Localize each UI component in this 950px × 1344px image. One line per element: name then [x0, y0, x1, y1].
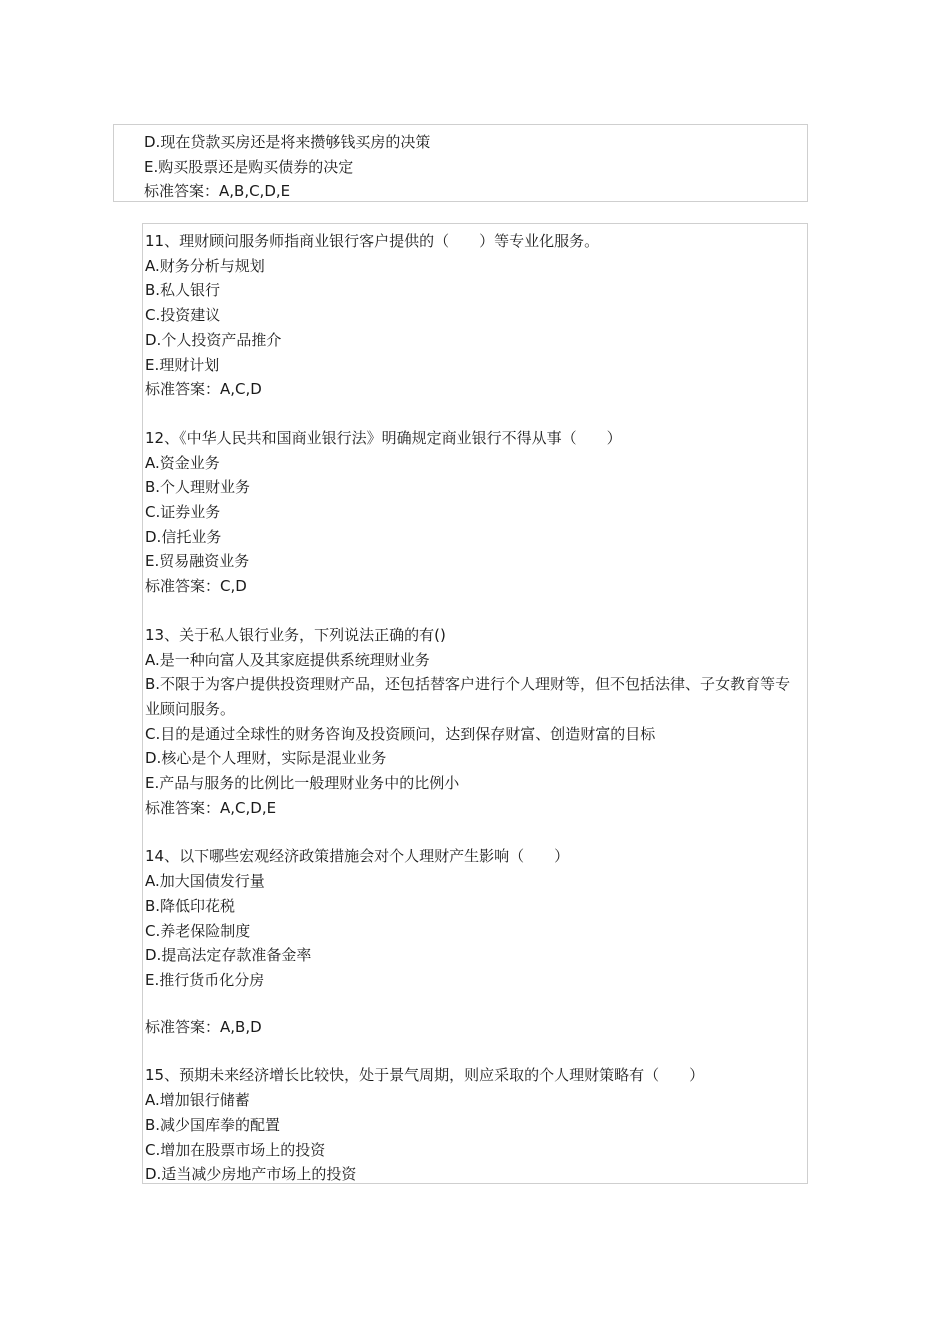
- option-d: D.核心是个人理财，实际是混业业务: [145, 749, 387, 768]
- standard-answer: 标准答案：A,C,D,E: [145, 798, 277, 817]
- option-c: C.养老保险制度: [145, 921, 251, 940]
- standard-answer: 标准答案：C,D: [145, 577, 247, 596]
- option-e: E.购买股票还是购买债券的决定: [144, 157, 354, 176]
- spacer: [145, 820, 803, 844]
- question-list: [142, 223, 808, 1184]
- option-b: B.个人理财业务: [145, 478, 251, 497]
- spacer: [145, 402, 803, 426]
- option-e: E.推行货币化分房: [145, 970, 265, 989]
- option-e: E.理财计划: [145, 355, 220, 374]
- question-stem: 12、《中华人民共和国商业银行法》明确规定商业银行不得从事（ ）: [145, 428, 622, 447]
- option-a: A.资金业务: [145, 453, 220, 472]
- option-c: C.增加在股票市场上的投资: [145, 1140, 326, 1159]
- option-c: C.投资建议: [145, 306, 221, 325]
- option-a: A.增加银行储蓄: [145, 1091, 250, 1110]
- previous-question-continuation: [113, 124, 808, 202]
- option-c: C.证券业务: [145, 503, 221, 522]
- question-stem: 11、理财顾问服务师指商业银行客户提供的（ ）等专业化服务。: [145, 232, 600, 250]
- option-e: E.贸易融资业务: [145, 552, 250, 571]
- option-b: B.私人银行: [145, 281, 221, 300]
- question-15: [145, 1063, 803, 1184]
- spacer: [145, 993, 803, 1015]
- spacer: [145, 599, 803, 623]
- question-11: [145, 229, 803, 402]
- question-stem: 14、以下哪些宏观经济政策措施会对个人理财产生影响（ ）: [145, 847, 570, 866]
- option-a: A.加大国债发行量: [145, 872, 265, 891]
- option-b: B.不限于为客户提供投资理财产品，还包括替客户进行个人理财等，但不包括法律、子女教育等专业顾问服务。: [145, 675, 791, 718]
- option-b: B.降低印花税: [145, 896, 236, 915]
- option-a: A.财务分析与规划: [145, 256, 265, 275]
- question-stem: 15、预期未来经济增长比较快，处于景气周期，则应采取的个人理财策略有（ ）: [145, 1066, 705, 1085]
- option-d: D.信托业务: [145, 527, 222, 546]
- standard-answer: 标准答案：A,B,D: [145, 1017, 262, 1036]
- spacer: [145, 1039, 803, 1063]
- standard-answer: 标准答案：A,C,D: [145, 380, 262, 399]
- question-stem: 13、关于私人银行业务，下列说法正确的有(): [145, 625, 446, 644]
- option-d: D.现在贷款买房还是将来攒够钱买房的决策: [144, 133, 431, 151]
- option-d: D.提高法定存款准备金率: [145, 946, 312, 965]
- standard-answer: 标准答案：A,B,C,D,E: [144, 182, 291, 201]
- option-e: E.产品与服务的比例比一般理财业务中的比例小: [145, 774, 460, 793]
- question-14: [145, 844, 803, 1039]
- question-12: [145, 426, 803, 599]
- option-c: C.目的是通过全球性的财务咨询及投资顾问，达到保存财富、创造财富的目标: [145, 724, 656, 743]
- question-13: [145, 623, 803, 821]
- option-d: D.个人投资产品推介: [145, 330, 282, 349]
- option-a: A.是一种向富人及其家庭提供系统理财业务: [145, 650, 430, 669]
- option-d: D.适当减少房地产市场上的投资: [145, 1165, 357, 1184]
- option-b: B.减少国库拳的配置: [145, 1115, 281, 1134]
